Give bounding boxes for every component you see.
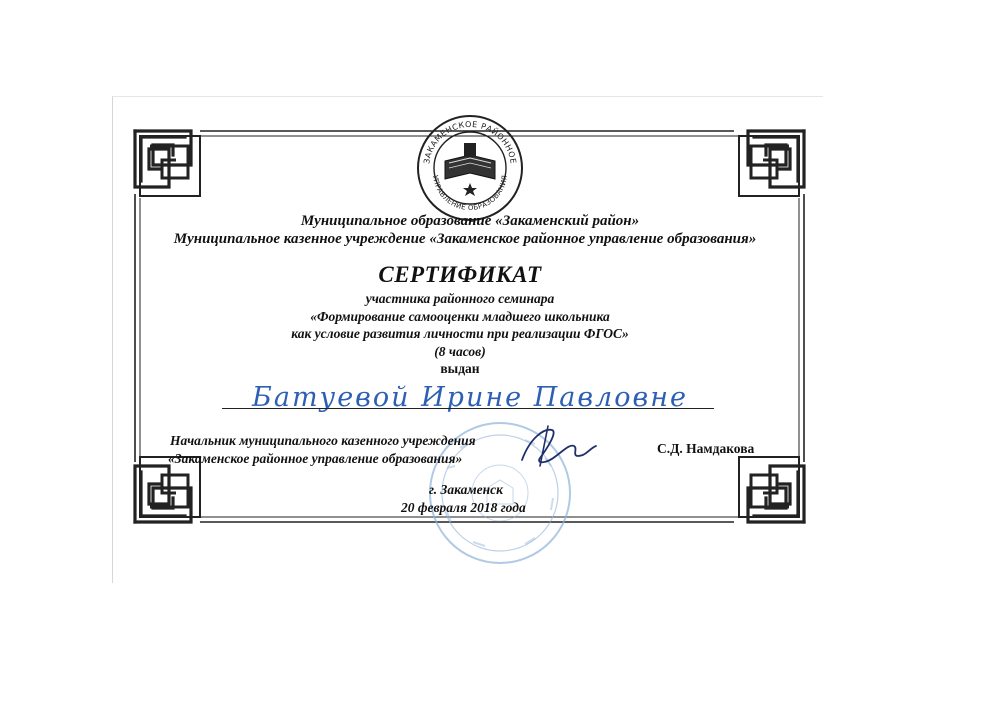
issued-label: выдан [440, 361, 480, 376]
subtitle-line-3: как условие развития личности при реализации ФГОС» [291, 326, 629, 341]
certificate-title: СЕРТИФИКАТ [378, 262, 542, 287]
signer-name: С.Д. Намдакова [657, 441, 755, 456]
emblem-ring-text-top: ЗАКАМЕНСКОЕ РАЙОННОЕ [422, 119, 518, 165]
handwritten-signature [500, 420, 610, 475]
recipient-underline [222, 408, 714, 409]
head-title-line-2: «Закаменское районное управление образования» [168, 451, 463, 466]
subtitle-line-2: «Формирование самооценки младшего школьника [310, 309, 610, 324]
issue-date: 20 февраля 2018 года [401, 500, 526, 515]
issuer-line-2: Муниципальное казенное учреждение «Закаменское районное управление образования» [173, 231, 757, 247]
corner-ornament-top-left [135, 131, 200, 196]
subtitle-line-4: (8 часов) [434, 344, 486, 359]
emblem-ring-text-bottom: УПРАВЛЕНИЕ ОБРАЗОВАНИЯ [431, 174, 509, 213]
recipient-name-handwritten: Батуевой Ирине Павловне [252, 382, 688, 413]
head-title-line-1: Начальник муниципального казенного учреждения [170, 433, 476, 448]
city: г. Закаменск [429, 482, 503, 497]
corner-ornament-top-right [739, 131, 804, 196]
issuer-line-1: Муниципальное образование «Закаменский район» [300, 213, 640, 229]
corner-ornament-bottom-right [739, 457, 804, 522]
svg-text:УПРАВЛЕНИЕ ОБРАЗОВАНИЯ [431, 175, 509, 212]
subtitle-line-1: участника районного семинара [365, 291, 555, 306]
emblem-logo [415, 113, 525, 223]
